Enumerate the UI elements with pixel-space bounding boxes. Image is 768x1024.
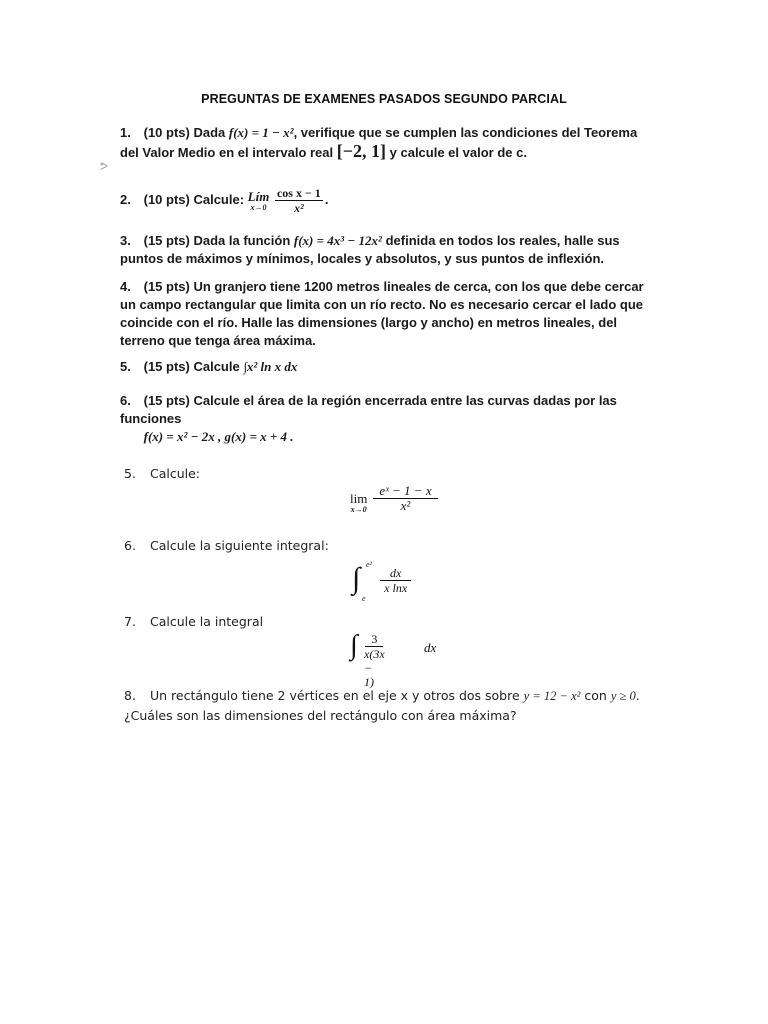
question-points: (15 pts) Calcule — [143, 359, 240, 374]
interval-expression: [−2, 1] — [336, 141, 387, 161]
upper-limit: e² — [366, 560, 372, 569]
question-number: 2. — [120, 191, 131, 207]
denominator: x² — [294, 201, 304, 215]
problem-6 — [124, 536, 664, 556]
limit-operator — [350, 492, 367, 514]
question-6 — [120, 392, 650, 446]
question-points: (15 pts) Dada la función — [143, 233, 291, 248]
lower-limit: e — [362, 594, 366, 603]
question-number: 3. — [120, 233, 131, 248]
question-text: (15 pts) Calcule el área de la región encerrada entre las curvas dadas por las funciones — [120, 393, 617, 426]
limit-equation — [350, 482, 440, 514]
question-text: , verifique que se cumplen las condiciones del Teorema del Valor Medio en el intervalo real — [120, 125, 638, 160]
limit-word: Lím — [247, 188, 270, 204]
numerator: cos x − 1 — [276, 186, 321, 200]
question-1 — [120, 124, 650, 162]
question-points: (10 pts) Calcule: — [143, 191, 245, 207]
question-number: 4. — [120, 279, 131, 294]
denominator: x(3x − 1) — [364, 647, 385, 689]
fraction — [364, 632, 385, 689]
inequality: y ≥ 0 — [610, 689, 636, 703]
equation: y = 12 − x² — [523, 689, 581, 703]
question-text: y calcule el valor de c. — [389, 145, 527, 160]
problem-text: Calcule la siguiente integral: — [149, 538, 329, 553]
numerator: 3 — [365, 632, 383, 647]
limit-subscript: x→0 — [350, 505, 367, 514]
limit-subscript: x→0 — [250, 202, 267, 212]
question-points: (10 pts) Dada — [143, 125, 226, 140]
problem-number: 8. — [124, 688, 136, 703]
question-number: 6. — [120, 393, 131, 408]
limit-word: lim — [350, 491, 368, 506]
problem-number: 5. — [124, 466, 136, 481]
denominator: x² — [400, 497, 411, 513]
function-expression: f(x) = 1 − x² — [228, 125, 294, 140]
denominator: x lnx — [384, 581, 408, 595]
problem-text: Calcule: — [149, 466, 201, 481]
integral-sign-icon: ∫ — [352, 562, 361, 595]
fraction — [380, 566, 411, 595]
problem-5 — [124, 464, 664, 484]
pencil-mark-icon: ᕗ — [100, 161, 108, 173]
problem-7 — [124, 612, 664, 632]
differential: dx — [424, 640, 437, 655]
problem-text: Un rectángulo tiene 2 vértices en el eje x y otros dos sobre — [149, 688, 520, 703]
integral-expression: ∫x² ln x dx — [243, 359, 298, 374]
question-number: 5. — [120, 359, 131, 374]
numerator: dx — [380, 566, 411, 581]
problem-number: 6. — [124, 538, 136, 553]
function-expression: f(x) = x² − 2x , g(x) = x + 4 . — [143, 429, 294, 444]
numerator: eˣ − 1 − x — [373, 484, 437, 499]
problem-8 — [124, 686, 654, 726]
integral-sign-icon: ∫ — [350, 630, 358, 661]
question-text: definida en todos los reales, halle sus puntos de máximos y mínimos, locales y absolutos, y sus puntos de inflexión. — [120, 233, 620, 266]
problem-number: 7. — [124, 614, 136, 629]
question-5 — [120, 358, 650, 376]
problem-text: Calcule la integral — [149, 614, 264, 629]
question-number: 1. — [120, 125, 131, 140]
problem-text: con — [584, 688, 607, 703]
question-3 — [120, 232, 650, 268]
page-title: PREGUNTAS DE EXAMENES PASADOS SEGUNDO PARCIAL — [201, 92, 567, 106]
question-text: (15 pts) Un granjero tiene 1200 metros lineales de cerca, con los que debe cercar un campo rectangular que limita con un río recto. No es necesario cercar el lado que coincide con el río. Halle las dimensiones (largo y ancho) en metros lineales, del terreno que tenga área máxima. — [120, 279, 644, 348]
fraction — [373, 484, 437, 513]
question-4 — [120, 278, 650, 350]
function-expression: f(x) = 4x³ − 12x² — [293, 233, 382, 248]
problem-text: . ¿Cuáles son las dimensiones del rectángulo con área máxima? — [124, 688, 640, 723]
question-2: 2. (10 pts) Calcule: Lím x→0 $\frac{\text{cos x − 1}}{\text{x²}}$ . — [120, 186, 329, 215]
limit-operator — [248, 190, 270, 212]
fraction — [275, 186, 323, 215]
